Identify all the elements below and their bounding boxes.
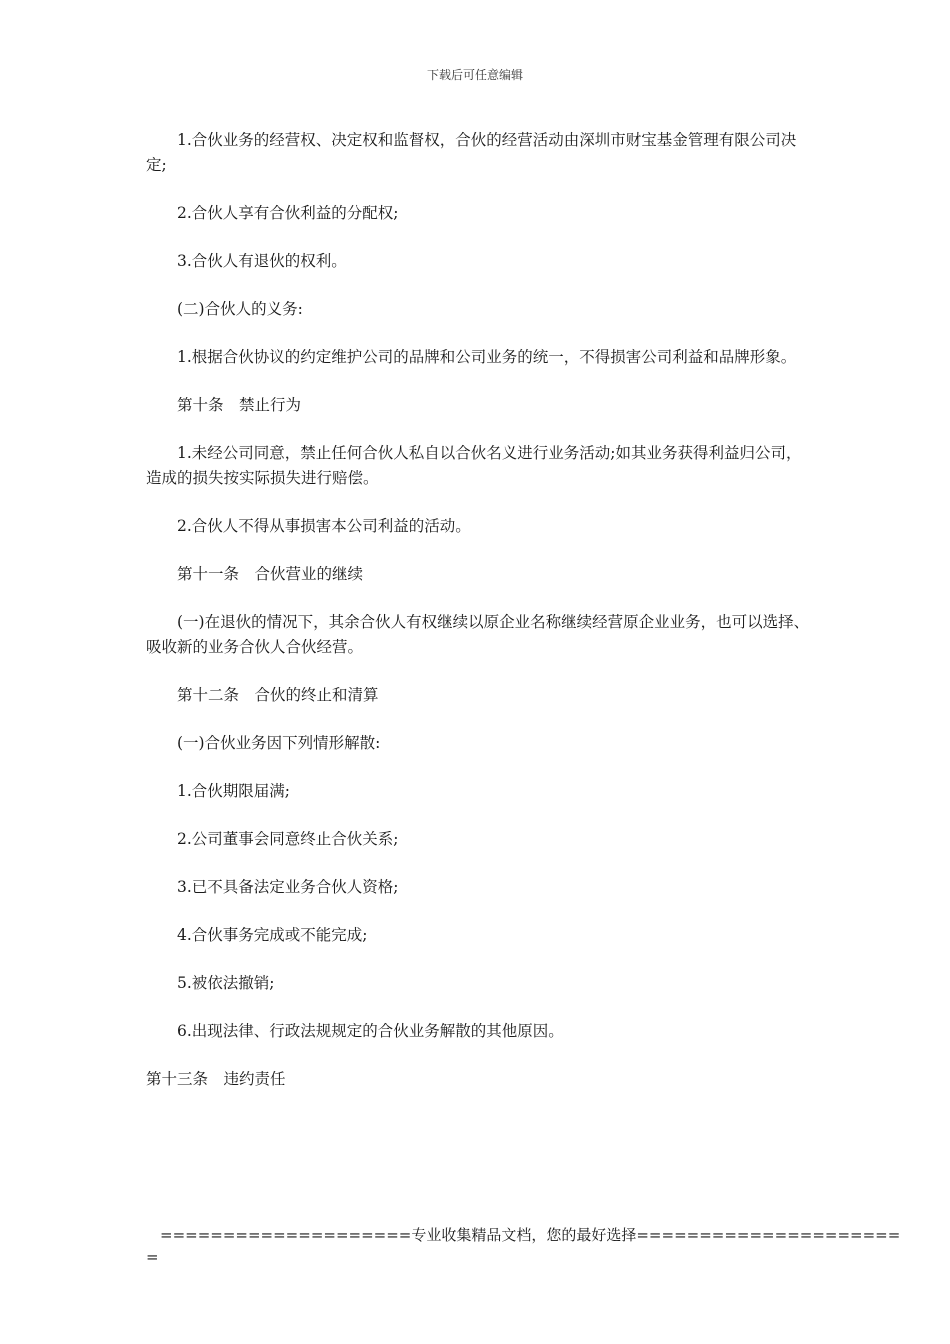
paragraph-duties-heading: (二)合伙人的义务:: [177, 300, 303, 318]
paragraph-prohibition-1: 1.未经公司同意，禁止任何合伙人私自以合伙名义进行业务活动;如其业务获得利益归公司，造成的损失按实际损失进行赔偿。: [146, 444, 802, 487]
paragraph-rights-2: 2.合伙人享有合伙利益的分配权;: [177, 204, 399, 222]
page-footer: [146, 1224, 901, 1268]
paragraph-dissolution-4: 4.合伙事务完成或不能完成;: [177, 926, 368, 944]
article-13-heading: 第十三条 违约责任: [146, 1070, 286, 1088]
paragraph-dissolution-6: 6.出现法律、行政法规规定的合伙业务解散的其他原因。: [177, 1022, 564, 1040]
footer-banner: ====================专业收集精品文档，您的最好选择=====================: [160, 1226, 901, 1244]
document-body: [146, 128, 811, 1092]
article-10-heading: 第十条 禁止行为: [177, 396, 302, 414]
paragraph-rights-1: 1.合伙业务的经营权、决定权和监督权，合伙的经营活动由深圳市财宝基金管理有限公司决定;: [146, 131, 797, 174]
paragraph-dissolution-5: 5.被依法撤销;: [177, 974, 275, 992]
paragraph-dissolution-heading: (一)合伙业务因下列情形解散:: [177, 734, 381, 752]
paragraph-dissolution-3: 3.已不具备法定业务合伙人资格;: [177, 878, 399, 896]
paragraph-rights-3: 3.合伙人有退伙的权利。: [177, 252, 347, 270]
paragraph-duties-1: 1.根据合伙协议的约定维护公司的品牌和公司业务的统一，不得损害公司利益和品牌形象。: [177, 348, 797, 366]
article-12-heading: 第十二条 合伙的终止和清算: [177, 686, 379, 704]
paragraph-dissolution-1: 1.合伙期限届满;: [177, 782, 291, 800]
paragraph-dissolution-2: 2.公司董事会同意终止合伙关系;: [177, 830, 399, 848]
footer-banner-continuation: =: [146, 1248, 159, 1266]
paragraph-continuation-1: (一)在退伙的情况下，其余合伙人有权继续以原企业名称继续经营原企业业务，也可以选择、吸收新的业务合伙人合伙经营。: [146, 613, 810, 656]
page-header: 下载后可任意编辑: [426, 68, 523, 82]
article-11-heading: 第十一条 合伙营业的继续: [177, 565, 364, 583]
paragraph-prohibition-2: 2.合伙人不得从事损害本公司利益的活动。: [177, 517, 471, 535]
